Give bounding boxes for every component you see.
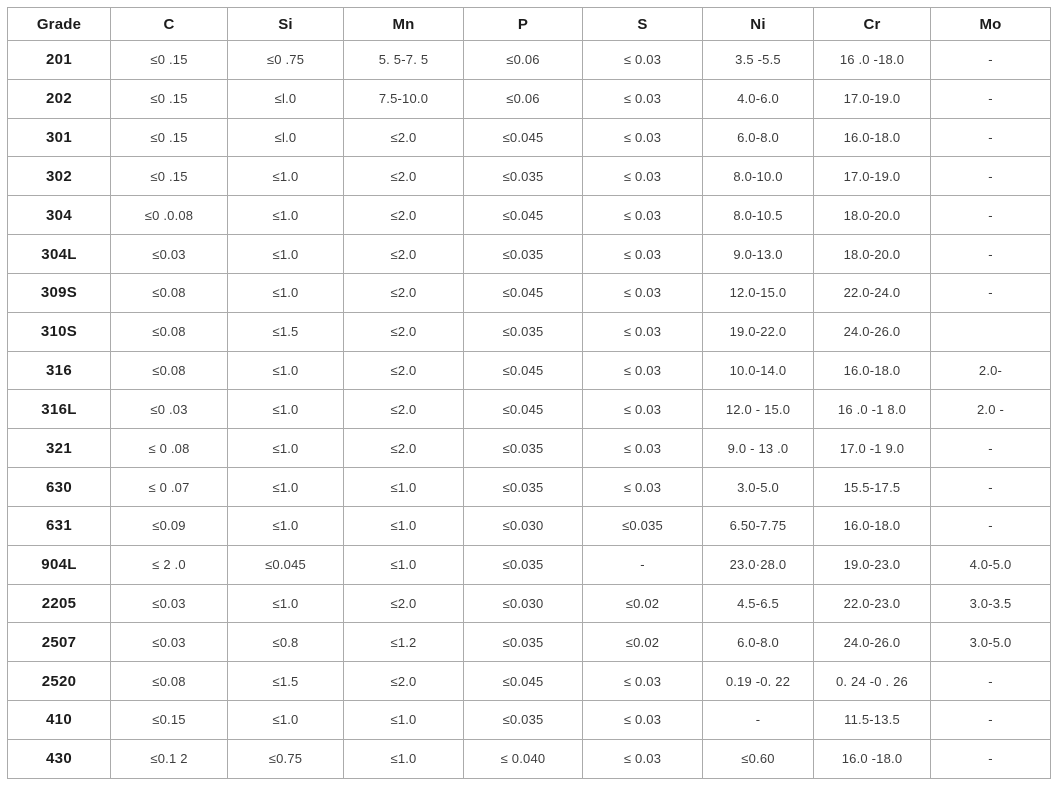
value-cell-mn: ≤2.0	[344, 118, 464, 157]
grade-cell: 631	[8, 506, 111, 545]
value-cell-mn: ≤1.2	[344, 623, 464, 662]
value-cell-mn: ≤1.0	[344, 545, 464, 584]
value-cell-mo: -	[931, 662, 1051, 701]
value-cell-mo: -	[931, 468, 1051, 507]
value-cell-ni: 8.0-10.0	[703, 157, 814, 196]
value-cell-cr: 16 .0 -18.0	[814, 41, 931, 80]
value-cell-cr: 18.0-20.0	[814, 235, 931, 274]
value-cell-cr: 19.0-23.0	[814, 545, 931, 584]
value-cell-s: ≤ 0.03	[583, 196, 703, 235]
value-cell-mn: ≤2.0	[344, 196, 464, 235]
table-row-grade-301	[8, 118, 1051, 157]
value-cell-si: ≤1.5	[228, 312, 344, 351]
table-row-grade-201	[8, 41, 1051, 80]
grade-cell: 301	[8, 118, 111, 157]
value-cell-p: ≤0.035	[464, 312, 583, 351]
grade-cell: 309S	[8, 273, 111, 312]
value-cell-mn: ≤1.0	[344, 701, 464, 740]
table-row-grade-304	[8, 196, 1051, 235]
value-cell-s: ≤ 0.03	[583, 468, 703, 507]
value-cell-cr: 22.0-23.0	[814, 584, 931, 623]
value-cell-cr: 24.0-26.0	[814, 312, 931, 351]
value-cell-si: ≤1.0	[228, 390, 344, 429]
value-cell-s: ≤ 0.03	[583, 739, 703, 778]
value-cell-p: ≤ 0.040	[464, 739, 583, 778]
value-cell-mn: 5. 5-7. 5	[344, 41, 464, 80]
value-cell-s: ≤ 0.03	[583, 235, 703, 274]
value-cell-s: ≤ 0.03	[583, 351, 703, 390]
value-cell-mo: -	[931, 118, 1051, 157]
column-header-p: P	[464, 8, 583, 41]
value-cell-cr: 17.0 -1 9.0	[814, 429, 931, 468]
value-cell-c: ≤ 0 .08	[111, 429, 228, 468]
value-cell-ni: 6.0-8.0	[703, 118, 814, 157]
value-cell-si: ≤0.045	[228, 545, 344, 584]
header-row	[8, 8, 1051, 41]
value-cell-c: ≤0 .0.08	[111, 196, 228, 235]
table-row-grade-2507	[8, 623, 1051, 662]
composition-table-container	[7, 7, 1049, 779]
value-cell-ni: 3.5 -5.5	[703, 41, 814, 80]
table-row-grade-316	[8, 351, 1051, 390]
value-cell-ni: 19.0-22.0	[703, 312, 814, 351]
value-cell-c: ≤0.08	[111, 351, 228, 390]
value-cell-si: ≤1.0	[228, 429, 344, 468]
grade-cell: 302	[8, 157, 111, 196]
value-cell-c: ≤0.15	[111, 701, 228, 740]
value-cell-s: ≤0.02	[583, 623, 703, 662]
value-cell-mn: ≤2.0	[344, 351, 464, 390]
value-cell-cr: 17.0-19.0	[814, 157, 931, 196]
grade-cell: 202	[8, 79, 111, 118]
value-cell-ni: 12.0-15.0	[703, 273, 814, 312]
table-row-grade-2520	[8, 662, 1051, 701]
value-cell-mo: 2.0 -	[931, 390, 1051, 429]
value-cell-c: ≤0.1 2	[111, 739, 228, 778]
value-cell-c: ≤ 2 .0	[111, 545, 228, 584]
value-cell-mo: -	[931, 273, 1051, 312]
value-cell-s: ≤ 0.03	[583, 701, 703, 740]
column-header-si: Si	[228, 8, 344, 41]
value-cell-s: ≤ 0.03	[583, 118, 703, 157]
value-cell-ni: 4.0-6.0	[703, 79, 814, 118]
value-cell-p: ≤0.06	[464, 41, 583, 80]
value-cell-p: ≤0.045	[464, 351, 583, 390]
value-cell-mo: -	[931, 429, 1051, 468]
value-cell-c: ≤ 0 .07	[111, 468, 228, 507]
value-cell-cr: 0. 24 -0 . 26	[814, 662, 931, 701]
value-cell-p: ≤0.045	[464, 662, 583, 701]
value-cell-mn: ≤1.0	[344, 468, 464, 507]
value-cell-mo: 4.0-5.0	[931, 545, 1051, 584]
value-cell-s: ≤ 0.03	[583, 79, 703, 118]
value-cell-si: ≤1.0	[228, 468, 344, 507]
column-header-s: S	[583, 8, 703, 41]
grade-cell: 2205	[8, 584, 111, 623]
value-cell-mo: -	[931, 506, 1051, 545]
value-cell-c: ≤0 .03	[111, 390, 228, 429]
value-cell-s: ≤ 0.03	[583, 390, 703, 429]
value-cell-c: ≤0 .15	[111, 41, 228, 80]
grade-cell: 321	[8, 429, 111, 468]
value-cell-ni: ≤0.60	[703, 739, 814, 778]
value-cell-si: ≤0.75	[228, 739, 344, 778]
value-cell-ni: 23.0·28.0	[703, 545, 814, 584]
grade-cell: 2520	[8, 662, 111, 701]
value-cell-mo: -	[931, 701, 1051, 740]
table-row-grade-316l	[8, 390, 1051, 429]
value-cell-s: ≤ 0.03	[583, 41, 703, 80]
value-cell-cr: 24.0-26.0	[814, 623, 931, 662]
value-cell-mo: -	[931, 235, 1051, 274]
value-cell-s: ≤ 0.03	[583, 157, 703, 196]
value-cell-si: ≤1.0	[228, 506, 344, 545]
value-cell-mo	[931, 312, 1051, 351]
value-cell-si: ≤l.0	[228, 79, 344, 118]
value-cell-s: -	[583, 545, 703, 584]
value-cell-mo: -	[931, 41, 1051, 80]
value-cell-si: ≤0.8	[228, 623, 344, 662]
column-header-cr: Cr	[814, 8, 931, 41]
value-cell-si: ≤1.0	[228, 235, 344, 274]
table-row-grade-430	[8, 739, 1051, 778]
value-cell-c: ≤0.09	[111, 506, 228, 545]
column-header-ni: Ni	[703, 8, 814, 41]
table-row-grade-630	[8, 468, 1051, 507]
value-cell-mn: ≤1.0	[344, 506, 464, 545]
value-cell-mn: ≤2.0	[344, 584, 464, 623]
value-cell-mn: ≤2.0	[344, 390, 464, 429]
value-cell-c: ≤0 .15	[111, 79, 228, 118]
value-cell-c: ≤0.08	[111, 273, 228, 312]
value-cell-mo: 3.0-3.5	[931, 584, 1051, 623]
value-cell-mn: ≤2.0	[344, 312, 464, 351]
value-cell-cr: 22.0-24.0	[814, 273, 931, 312]
value-cell-ni: 3.0-5.0	[703, 468, 814, 507]
table-row-grade-202	[8, 79, 1051, 118]
column-header-mo: Mo	[931, 8, 1051, 41]
value-cell-ni: 12.0 - 15.0	[703, 390, 814, 429]
value-cell-mo: 2.0-	[931, 351, 1051, 390]
value-cell-cr: 16.0-18.0	[814, 506, 931, 545]
value-cell-s: ≤ 0.03	[583, 662, 703, 701]
value-cell-p: ≤0.035	[464, 429, 583, 468]
value-cell-p: ≤0.06	[464, 79, 583, 118]
value-cell-s: ≤0.035	[583, 506, 703, 545]
value-cell-ni: 6.0-8.0	[703, 623, 814, 662]
value-cell-mo: -	[931, 739, 1051, 778]
value-cell-ni: 8.0-10.5	[703, 196, 814, 235]
value-cell-cr: 16 .0 -1 8.0	[814, 390, 931, 429]
grade-cell: 630	[8, 468, 111, 507]
value-cell-mo: -	[931, 196, 1051, 235]
grade-cell: 410	[8, 701, 111, 740]
grade-cell: 310S	[8, 312, 111, 351]
value-cell-ni: 9.0-13.0	[703, 235, 814, 274]
grade-cell: 201	[8, 41, 111, 80]
value-cell-c: ≤0 .15	[111, 157, 228, 196]
value-cell-cr: 18.0-20.0	[814, 196, 931, 235]
grade-cell: 316L	[8, 390, 111, 429]
table-row-grade-309s	[8, 273, 1051, 312]
value-cell-si: ≤1.0	[228, 157, 344, 196]
value-cell-p: ≤0.035	[464, 157, 583, 196]
value-cell-p: ≤0.045	[464, 273, 583, 312]
value-cell-si: ≤1.0	[228, 701, 344, 740]
column-header-c: C	[111, 8, 228, 41]
grade-cell: 430	[8, 739, 111, 778]
table-row-grade-904l	[8, 545, 1051, 584]
value-cell-mo: -	[931, 79, 1051, 118]
table-row-grade-310s	[8, 312, 1051, 351]
value-cell-p: ≤0.045	[464, 118, 583, 157]
value-cell-cr: 16.0-18.0	[814, 118, 931, 157]
value-cell-si: ≤1.5	[228, 662, 344, 701]
value-cell-cr: 17.0-19.0	[814, 79, 931, 118]
grade-cell: 304L	[8, 235, 111, 274]
value-cell-p: ≤0.030	[464, 506, 583, 545]
value-cell-c: ≤0.03	[111, 623, 228, 662]
grade-cell: 904L	[8, 545, 111, 584]
value-cell-cr: 16.0-18.0	[814, 351, 931, 390]
value-cell-ni: 4.5-6.5	[703, 584, 814, 623]
value-cell-si: ≤1.0	[228, 196, 344, 235]
value-cell-p: ≤0.035	[464, 701, 583, 740]
value-cell-cr: 16.0 -18.0	[814, 739, 931, 778]
value-cell-s: ≤ 0.03	[583, 312, 703, 351]
value-cell-s: ≤ 0.03	[583, 429, 703, 468]
value-cell-cr: 11.5-13.5	[814, 701, 931, 740]
value-cell-p: ≤0.035	[464, 468, 583, 507]
value-cell-p: ≤0.030	[464, 584, 583, 623]
value-cell-p: ≤0.045	[464, 196, 583, 235]
value-cell-mn: ≤2.0	[344, 662, 464, 701]
value-cell-mo: 3.0-5.0	[931, 623, 1051, 662]
table-row-grade-2205	[8, 584, 1051, 623]
stainless-steel-composition-table	[7, 7, 1051, 779]
value-cell-ni: 0.19 -0. 22	[703, 662, 814, 701]
value-cell-p: ≤0.035	[464, 545, 583, 584]
value-cell-mn: ≤1.0	[344, 739, 464, 778]
grade-cell: 304	[8, 196, 111, 235]
value-cell-p: ≤0.035	[464, 623, 583, 662]
value-cell-c: ≤0.03	[111, 584, 228, 623]
grade-cell: 316	[8, 351, 111, 390]
value-cell-ni: 6.50-7.75	[703, 506, 814, 545]
table-row-grade-321	[8, 429, 1051, 468]
value-cell-mn: ≤2.0	[344, 157, 464, 196]
value-cell-si: ≤0 .75	[228, 41, 344, 80]
value-cell-s: ≤0.02	[583, 584, 703, 623]
value-cell-ni: 10.0-14.0	[703, 351, 814, 390]
value-cell-mn: ≤2.0	[344, 429, 464, 468]
value-cell-cr: 15.5-17.5	[814, 468, 931, 507]
table-body	[8, 41, 1051, 779]
column-header-mn: Mn	[344, 8, 464, 41]
value-cell-si: ≤1.0	[228, 273, 344, 312]
table-row-grade-304l	[8, 235, 1051, 274]
value-cell-s: ≤ 0.03	[583, 273, 703, 312]
value-cell-c: ≤0.03	[111, 235, 228, 274]
table-row-grade-410	[8, 701, 1051, 740]
value-cell-si: ≤l.0	[228, 118, 344, 157]
column-header-grade: Grade	[8, 8, 111, 41]
value-cell-p: ≤0.035	[464, 235, 583, 274]
table-row-grade-631	[8, 506, 1051, 545]
value-cell-p: ≤0.045	[464, 390, 583, 429]
value-cell-c: ≤0.08	[111, 312, 228, 351]
value-cell-ni: 9.0 - 13 .0	[703, 429, 814, 468]
table-row-grade-302	[8, 157, 1051, 196]
value-cell-mn: 7.5-10.0	[344, 79, 464, 118]
value-cell-si: ≤1.0	[228, 351, 344, 390]
value-cell-c: ≤0.08	[111, 662, 228, 701]
value-cell-mn: ≤2.0	[344, 235, 464, 274]
value-cell-si: ≤1.0	[228, 584, 344, 623]
value-cell-ni: -	[703, 701, 814, 740]
value-cell-mn: ≤2.0	[344, 273, 464, 312]
value-cell-c: ≤0 .15	[111, 118, 228, 157]
grade-cell: 2507	[8, 623, 111, 662]
value-cell-mo: -	[931, 157, 1051, 196]
